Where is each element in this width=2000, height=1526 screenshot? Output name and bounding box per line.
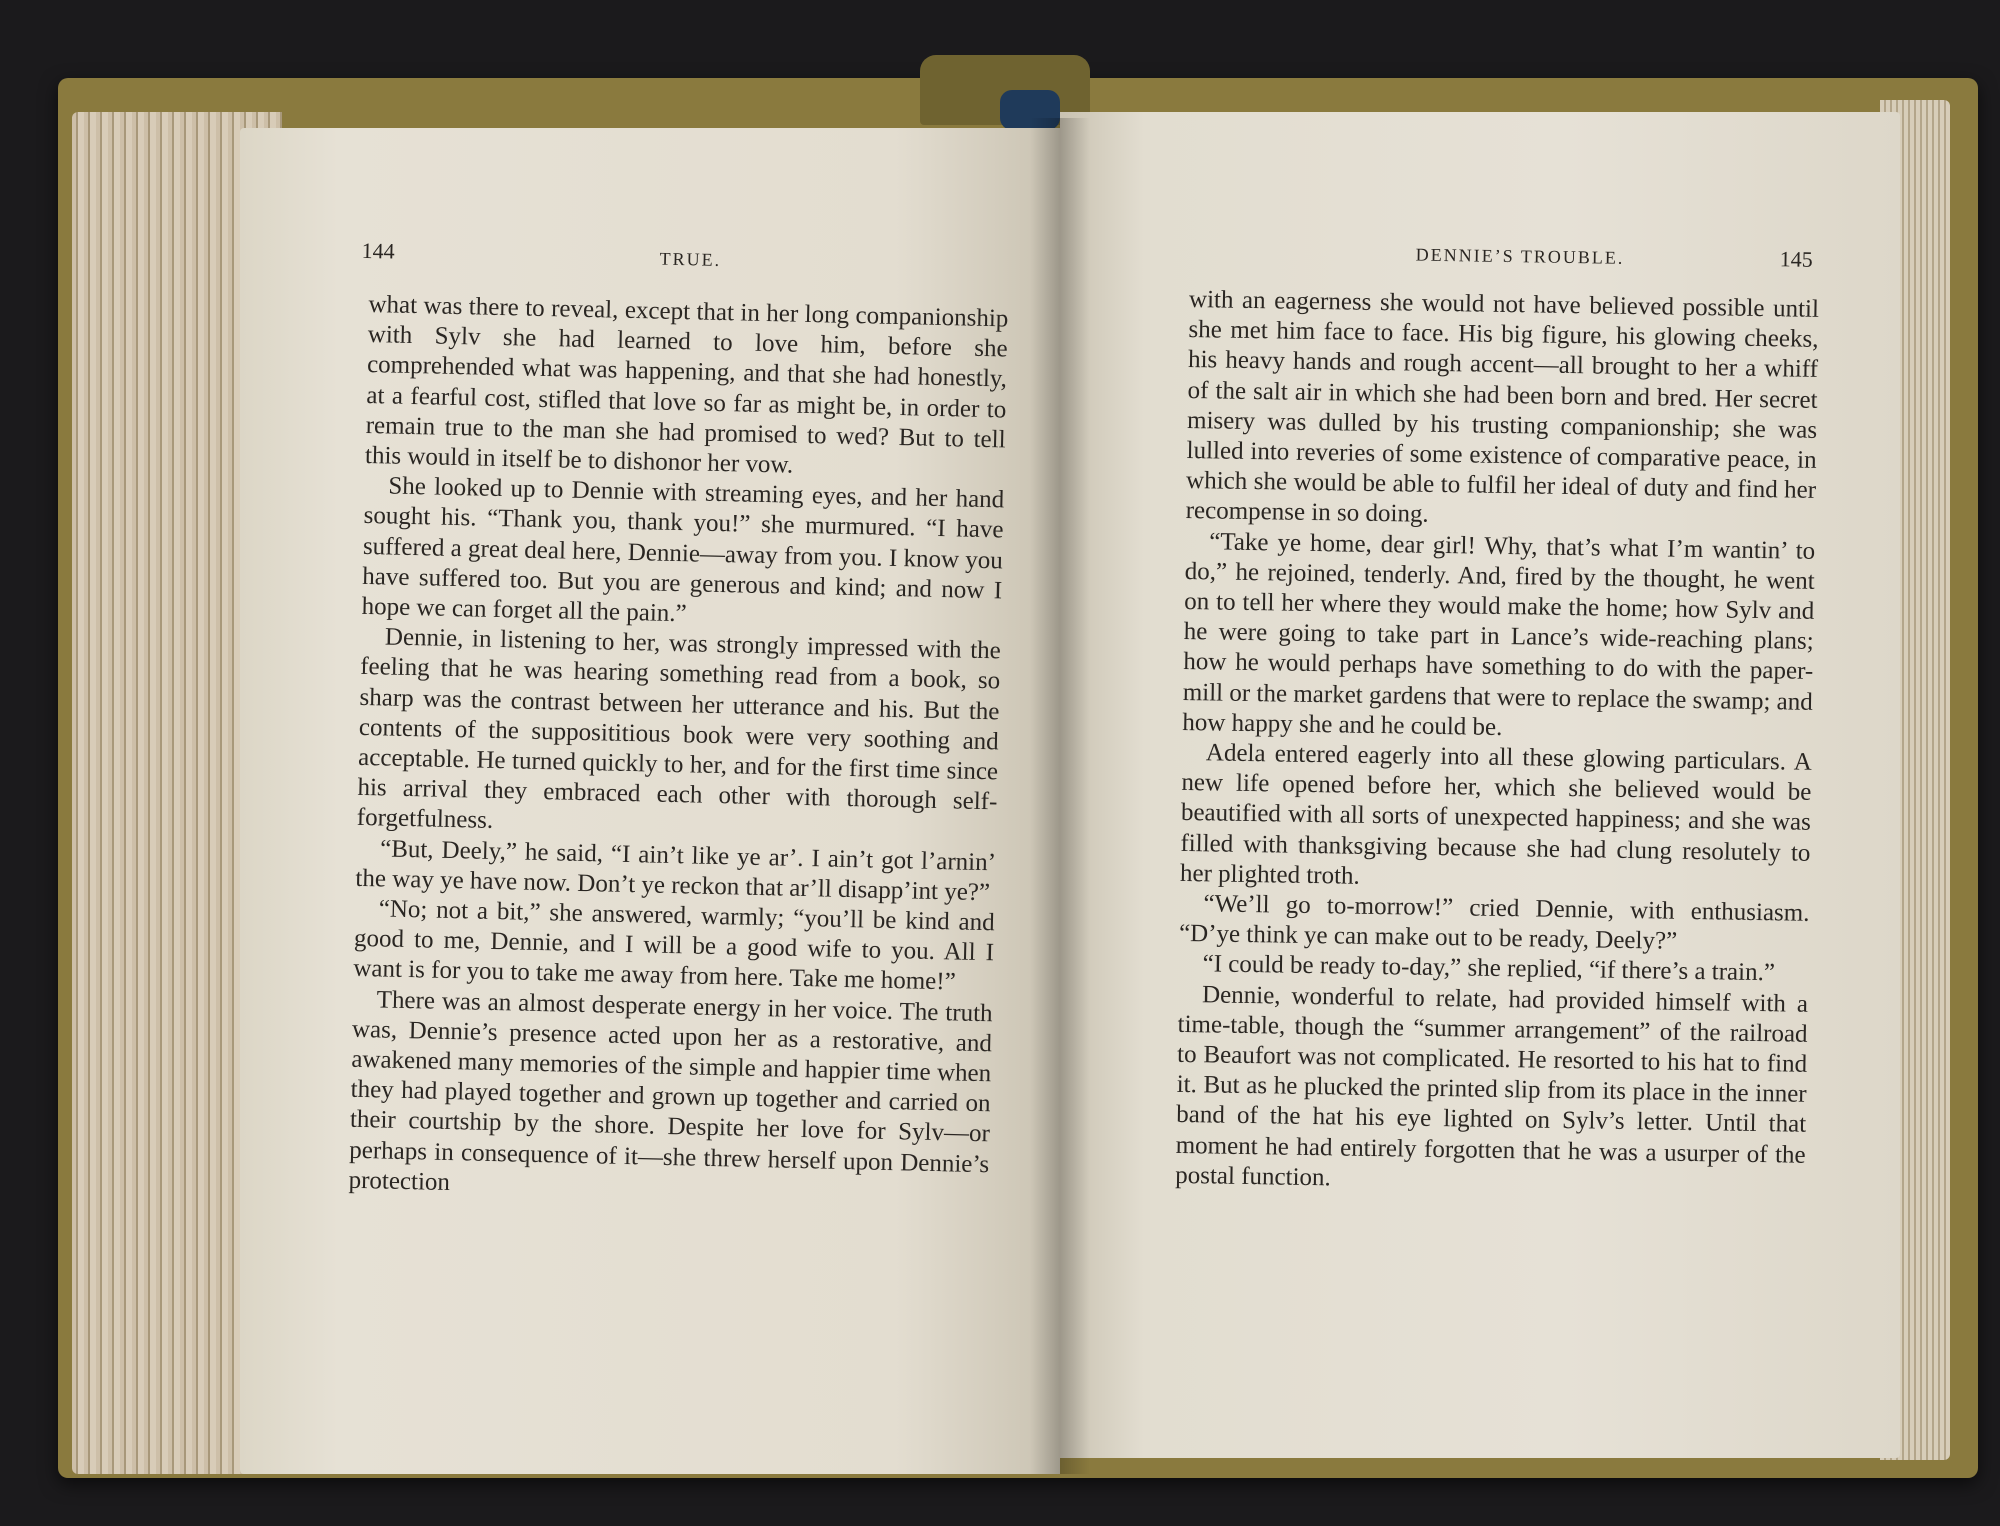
paragraph: There was an almost desperate energy in her voice. The truth was, Dennie’s presence acted upon her as a restorative, and awakened many memories of the simple and happier time when they had played together and grown up together and carried on their courtship by the shore. Despite her love for Sylv—or perhaps in consequence of it—she threw herself upon Dennie’s protection	[348, 986, 993, 1196]
running-head: TRUE.	[659, 248, 722, 270]
paragraph: “Take ye home, dear girl! Why, that’s what I’m wantin’ to do,” he rejoined, tenderly. And, fired by the thought, he went on to tell her where they would make the home; how Sylv and he were going to take part in Lance’s wide-reaching plans; how he would perhaps have something to do with the paper-mill or the market gardens that were to replace the swamp; and how happy she and he could be.	[1182, 527, 1816, 741]
page-number: 145	[1779, 246, 1813, 272]
paragraph: “No; not a bit,” she answered, warmly; “you’ll be kind and good to me, Dennie, and I will be a good wife to you. All I want is for you to take me away from here. Take me home!”	[353, 895, 995, 996]
paragraph: Dennie, in listening to her, was strongly impressed with the feeling that he was hearing something read from a book, so sharp was the contrast between her utterance and his. But the contents of the supposititious book were very soothing and acceptable. He turned quickly to her, and for the first time since his arrival they embraced each other with thorough self-forgetfulness.	[356, 623, 1002, 835]
paragraph: “I could be ready to-day,” she replied, “if there’s a train.”	[1202, 950, 1776, 987]
paragraph: Adela entered eagerly into all these glowing particulars. A new life opened before her, which she believed would be beautified with all sorts of unexpected happiness; and she was filled with thanksgiving because she had clung resolutely to her plighted troth.	[1179, 739, 1813, 890]
left-page-body	[348, 290, 1008, 1210]
running-head: DENNIE’S TROUBLE.	[1415, 244, 1625, 268]
paragraph: Dennie, wonderful to relate, had provided himself with a time-table, though the “summer arrangement” of the railroad to Beaufort was not complicated. He resorted to his hat to find it. But as he plucked the printed slip from its place in the inner band of the hat his eye lighted on Sylv’s letter. Until that moment he had entirely forgotten that he was a usurper of the postal function.	[1175, 980, 1809, 1192]
right-page	[1060, 112, 1900, 1458]
left-page-content	[348, 238, 1010, 1210]
paragraph: She looked up to Dennie with streaming eyes, and her hand sought his. “Thank you, thank you!” she murmured. “I have suffered a great deal here, Dennie—away from you. I know you have suffered too. But you are generous and kind; and now I hope we can forget all the pain.”	[361, 472, 1005, 628]
paragraph: “We’ll go to-morrow!” cried Dennie, with enthusiasm. “D’ye think ye can make out to be ready, Deely?”	[1178, 890, 1810, 956]
paragraph: with an eagerness she would not have believed possible until she met him face to face. His big figure, his glowing cheeks, his heavy hands and rough accent—all brought to her a whiff of the salt air in which she had been born and bred. Her secret misery was dulled by his trusting companionship; she was lulled into reveries of some existence of comparative peace, in which she would be able to fulfil her ideal of duty and find her recompense in so doing.	[1185, 285, 1820, 529]
left-page	[240, 128, 1060, 1474]
right-page-body	[1175, 285, 1819, 1201]
paragraph: “But, Deely,” he said, “I ain’t like ye ar’. I ain’t got l’arnin’ the way ye have now. Don’t ye reckon that ar’ll disapp’int ye?”	[355, 835, 997, 907]
right-page-header	[1189, 237, 1819, 281]
book-gutter	[1030, 118, 1090, 1474]
paragraph: what was there to reveal, except that in her long companionship with Sylv she had learned to love him, before she comprehended what was happening, and that she had honestly, at a fearful cost, stifled that love so far as might be, in order to remain true to the man she had promised to wed? But to tell this would in itself be to dishonor her vow.	[364, 290, 1009, 479]
left-page-header	[361, 237, 1010, 287]
page-number: 144	[361, 237, 395, 264]
right-page-content	[1175, 237, 1820, 1201]
